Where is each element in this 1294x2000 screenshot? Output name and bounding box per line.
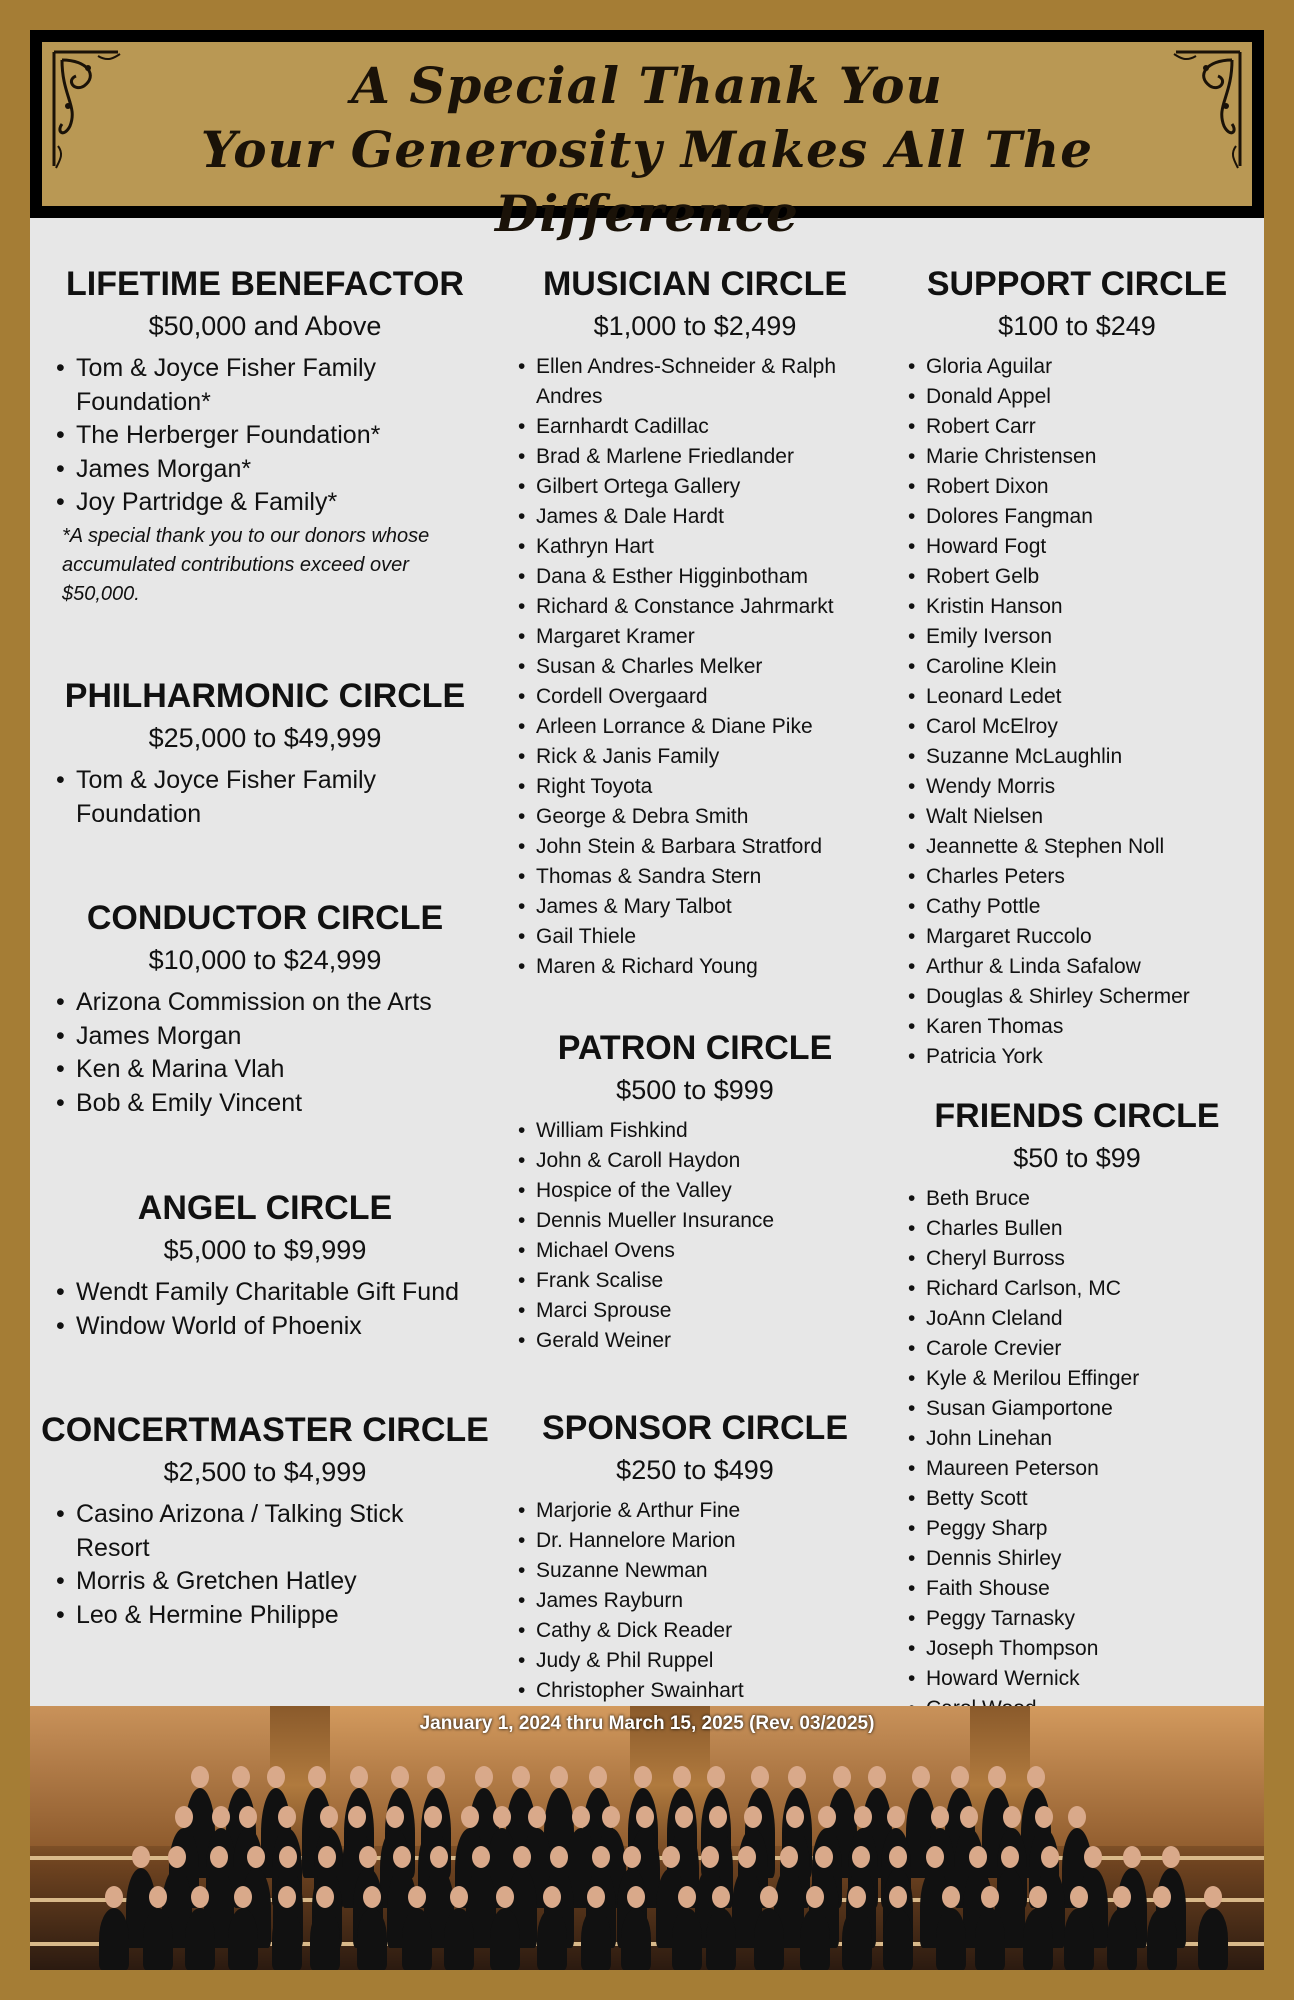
orchestra-member-face (815, 1846, 833, 1868)
orchestra-member-face (1070, 1886, 1088, 1908)
list-item: • Carol McElroy (890, 712, 1264, 742)
list-item: • Casino Arizona / Talking Stick Resort (30, 1498, 436, 1565)
list-item: • Dr. Hannelore Marion (500, 1526, 890, 1556)
list-item: • Arleen Lorrance & Diane Pike (500, 712, 890, 742)
orchestra-member-face (889, 1886, 907, 1908)
orchestra-member (185, 1908, 215, 1970)
orchestra-member (228, 1908, 258, 1970)
orchestra-member-face (359, 1846, 377, 1868)
orchestra-member-face (1162, 1846, 1180, 1868)
orchestra-member (581, 1908, 611, 1970)
list-item: • Emily Iverson (890, 622, 1264, 652)
list-item: • Tom & Joyce Fisher Family Foundation* (30, 352, 416, 419)
section-range: $250 to $499 (616, 1455, 774, 1485)
section-philharmonic-circle (30, 674, 500, 831)
list-item: • JoAnn Cleland (890, 1304, 1264, 1334)
orchestra-member-face (427, 1766, 445, 1788)
orchestra-member-face (210, 1846, 228, 1868)
orchestra-member (272, 1908, 302, 1970)
orchestra-member-face (320, 1806, 338, 1828)
orchestra-member (357, 1908, 387, 1970)
list-item: • Gilbert Ortega Gallery (500, 472, 890, 502)
orchestra-member-face (105, 1886, 123, 1908)
orchestra-member-face (1035, 1806, 1053, 1828)
list-item: • The Herberger Foundation* (30, 419, 500, 453)
list-item: • Dolores Fangman (890, 502, 1264, 532)
list-item: • Frank Scalise (500, 1266, 890, 1296)
orchestra-member-face (707, 1766, 725, 1788)
section-range: $10,000 to $24,999 (148, 945, 382, 975)
orchestra-member-face (496, 1886, 514, 1908)
list-item: • Douglas & Shirley Schermer (890, 982, 1264, 1012)
orchestra-member (883, 1908, 913, 1970)
orchestra-member-face (278, 1886, 296, 1908)
donor-list (30, 764, 500, 831)
orchestra-member-face (424, 1806, 442, 1828)
list-item: • Richard & Constance Jahrmarkt (500, 592, 890, 622)
donor-poster (30, 30, 1264, 1970)
list-item: • Susan Giamportone (890, 1394, 1264, 1424)
orchestra-member (754, 1908, 784, 1970)
header-banner (30, 30, 1264, 243)
orchestra-member-face (712, 1886, 730, 1908)
donor-note: *A special thank you to our donors whose accumulated contributions exceed over $50,000. (62, 524, 430, 605)
list-item: • Earnhardt Cadillac (500, 412, 890, 442)
orchestra-member-face (168, 1846, 186, 1868)
list-item: • Caroline Klein (890, 652, 1264, 682)
section-angel-circle (30, 1186, 500, 1343)
section-lifetime-benefactor (30, 262, 500, 609)
donor-list (30, 986, 500, 1120)
section-range: $100 to $249 (998, 311, 1156, 341)
donor-list (890, 352, 1264, 1072)
orchestra-member-face (868, 1766, 886, 1788)
orchestra-member-face (278, 1806, 296, 1828)
list-item: • James & Dale Hardt (500, 502, 890, 532)
list-item: • Peggy Sharp (890, 1514, 1264, 1544)
orchestra-member-face (833, 1766, 851, 1788)
section-range: $50 to $99 (1013, 1143, 1141, 1173)
list-item: • Brad & Marlene Friedlander (500, 442, 890, 472)
section-conductor-circle (30, 896, 500, 1120)
section-musician-circle (500, 262, 890, 982)
list-item: • Leonard Ledet (890, 682, 1264, 712)
section-title: PHILHARMONIC CIRCLE (64, 677, 466, 715)
orchestra-member-face (951, 1766, 969, 1788)
orchestra-member-face (678, 1886, 696, 1908)
orchestra-member-face (1003, 1806, 1021, 1828)
list-item: • Marie Christensen (890, 442, 1264, 472)
section-concertmaster-circle (30, 1408, 500, 1632)
section-title: SPONSOR CIRCLE (541, 1409, 849, 1447)
orchestra-member-face (627, 1886, 645, 1908)
orchestra-member-face (149, 1886, 167, 1908)
section-title: FRIENDS CIRCLE (934, 1097, 1220, 1135)
orchestra-member-face (348, 1806, 366, 1828)
list-item: • Joseph Thompson (890, 1634, 1264, 1664)
orchestra-member-face (493, 1806, 511, 1828)
orchestra-member-face (247, 1846, 265, 1868)
list-item: • George & Debra Smith (500, 802, 890, 832)
list-item: • William Fishkind (500, 1116, 890, 1146)
list-item: • Window World of Phoenix (30, 1310, 500, 1344)
list-item: • Peggy Tarnasky (890, 1604, 1264, 1634)
orchestra-member (706, 1908, 736, 1970)
donor-list (890, 1184, 1264, 1724)
orchestra-member-face (1113, 1886, 1131, 1908)
orchestra-member (800, 1908, 830, 1970)
orchestra-member-face (212, 1806, 230, 1828)
orchestra-member (1198, 1908, 1228, 1970)
orchestra-member-face (475, 1766, 493, 1788)
list-item: • John & Caroll Haydon (500, 1146, 890, 1176)
section-range: $2,500 to $4,999 (163, 1457, 367, 1487)
orchestra-member-face (408, 1886, 426, 1908)
orchestra-member (842, 1908, 872, 1970)
date-range-caption: January 1, 2024 thru March 15, 2025 (Rev. 03/2025) (419, 1713, 875, 1734)
orchestra-member-face (308, 1766, 326, 1788)
list-item: • Maureen Peterson (890, 1454, 1264, 1484)
list-item: • Tom & Joyce Fisher Family Foundation (30, 764, 416, 831)
list-item: • Karen Thomas (890, 1012, 1264, 1042)
orchestra-member (310, 1908, 340, 1970)
orchestra-member-face (760, 1886, 778, 1908)
orchestra-member (621, 1908, 651, 1970)
list-item: • James Morgan (30, 1020, 500, 1054)
section-title: CONCERTMASTER CIRCLE (41, 1411, 489, 1449)
orchestra-member-face (1041, 1846, 1059, 1868)
list-item: • Patricia York (890, 1042, 1264, 1072)
section-title: MUSICIAN CIRCLE (542, 265, 848, 303)
list-item: • Robert Carr (890, 412, 1264, 442)
list-item: • Marci Sprouse (500, 1296, 890, 1326)
orchestra-member-face (589, 1766, 607, 1788)
orchestra-member-face (1084, 1846, 1102, 1868)
list-item: • Carole Crevier (890, 1334, 1264, 1364)
list-item: • Jeannette & Stephen Noll (890, 832, 1264, 862)
header-gold-panel (42, 42, 1252, 243)
list-item: • Gloria Aguilar (890, 352, 1264, 382)
list-item: • Leo & Hermine Philippe (30, 1599, 500, 1633)
orchestra-member (672, 1908, 702, 1970)
list-item: • Howard Wernick (890, 1664, 1264, 1694)
orchestra-member (1064, 1908, 1094, 1970)
list-item: • Beth Bruce (890, 1184, 1264, 1214)
orchestra-member-face (981, 1886, 999, 1908)
section-title: ANGEL CIRCLE (137, 1189, 393, 1227)
list-item: • Cathy & Dick Reader (500, 1616, 890, 1646)
orchestra-member (1147, 1908, 1177, 1970)
orchestra-member (143, 1908, 173, 1970)
list-item: • Morris & Gretchen Hatley (30, 1565, 500, 1599)
list-item: • Joy Partridge & Family* (30, 486, 500, 520)
section-friends-circle (890, 1094, 1264, 1724)
header-title-line-1: A Special Thank You (351, 56, 943, 115)
section-title: CONDUCTOR CIRCLE (86, 899, 444, 937)
list-item: • Michael Ovens (500, 1236, 890, 1266)
orchestra-member-face (960, 1806, 978, 1828)
section-title: PATRON CIRCLE (557, 1029, 833, 1067)
list-item: • Arthur & Linda Safalow (890, 952, 1264, 982)
orchestra-member-face (744, 1806, 762, 1828)
list-item: • Dana & Esther Higginbotham (500, 562, 890, 592)
orchestra-member-face (572, 1806, 590, 1828)
list-item: • Robert Gelb (890, 562, 1264, 592)
section-title: LIFETIME BENEFACTOR (66, 265, 464, 303)
list-item: • Charles Peters (890, 862, 1264, 892)
list-item: • Thomas & Sandra Stern (500, 862, 890, 892)
section-title: SUPPORT CIRCLE (926, 265, 1228, 303)
section-range: $50,000 and Above (148, 311, 382, 341)
orchestra-member-face (1204, 1886, 1222, 1908)
header-title-line-2: Your Generosity Makes All The Difference (200, 120, 1094, 243)
list-item: • John Linehan (890, 1424, 1264, 1454)
orchestra-member-face (512, 1766, 530, 1788)
donor-list (30, 1276, 500, 1343)
list-item: • James Rayburn (500, 1586, 890, 1616)
list-item: • James Morgan* (30, 453, 500, 487)
list-item: • Howard Fogt (890, 532, 1264, 562)
list-item: • Arizona Commission on the Arts (30, 986, 500, 1020)
list-item: • James & Mary Talbot (500, 892, 890, 922)
list-item: • Marjorie & Arthur Fine (500, 1496, 890, 1526)
orchestra-member-face (887, 1806, 905, 1828)
orchestra-member-face (232, 1766, 250, 1788)
list-item: • Donald Appel (890, 382, 1264, 412)
orchestra-member-face (528, 1806, 546, 1828)
list-item: • Susan & Charles Melker (500, 652, 890, 682)
orchestra-member-face (634, 1766, 652, 1788)
orchestra-member-face (701, 1846, 719, 1868)
list-item: • Right Toyota (500, 772, 890, 802)
orchestra-member-face (132, 1846, 150, 1868)
orchestra-member-face (673, 1766, 691, 1788)
orchestra-member-face (267, 1766, 285, 1788)
orchestra-member (1107, 1908, 1137, 1970)
list-item: • Gail Thiele (500, 922, 890, 952)
orchestra-member-face (751, 1766, 769, 1788)
donor-list (500, 352, 890, 982)
section-range: $25,000 to $49,999 (148, 723, 382, 753)
orchestra-member-face (806, 1886, 824, 1908)
list-item: • Kristin Hanson (890, 592, 1264, 622)
list-item: • Ellen Andres-Schneider & Ralph Andres (500, 352, 836, 412)
section-range: $5,000 to $9,999 (163, 1235, 367, 1265)
list-item: • Robert Dixon (890, 472, 1264, 502)
list-item: • Suzanne McLaughlin (890, 742, 1264, 772)
orchestra-member (537, 1908, 567, 1970)
list-item: • Kyle & Merilou Effinger (890, 1364, 1264, 1394)
orchestra-member-face (912, 1766, 930, 1788)
orchestra-member (1023, 1908, 1053, 1970)
list-item: • Margaret Kramer (500, 622, 890, 652)
orchestra-member-face (513, 1846, 531, 1868)
list-item: • Cheryl Burross (890, 1244, 1264, 1274)
section-sponsor-circle (500, 1406, 890, 1706)
orchestra-member (402, 1908, 432, 1970)
orchestra-member-face (786, 1806, 804, 1828)
orchestra-member (99, 1908, 129, 1970)
list-item: • Ken & Marina Vlah (30, 1053, 500, 1087)
donor-list (500, 1116, 890, 1356)
orchestra-member-face (393, 1846, 411, 1868)
list-item: • Bob & Emily Vincent (30, 1087, 500, 1121)
list-item: • John Stein & Barbara Stratford (500, 832, 890, 862)
list-item: • Gerald Weiner (500, 1326, 890, 1356)
list-item: • Walt Nielsen (890, 802, 1264, 832)
orchestra-member-face (391, 1766, 409, 1788)
orchestra-member-face (1027, 1766, 1045, 1788)
orchestra-member-face (191, 1766, 209, 1788)
orchestra-member (936, 1908, 966, 1970)
orchestra-member-face (543, 1886, 561, 1908)
orchestra-member-face (889, 1846, 907, 1868)
list-item: • Judy & Phil Ruppel (500, 1646, 890, 1676)
list-item: • Maren & Richard Young (500, 952, 890, 982)
list-item: • Richard Carlson, MC (890, 1274, 1264, 1304)
list-item: • Rick & Janis Family (500, 742, 890, 772)
orchestra-member-face (818, 1806, 836, 1828)
list-item: • Kathryn Hart (500, 532, 890, 562)
orchestra-member-face (854, 1806, 872, 1828)
list-item: • Cordell Overgaard (500, 682, 890, 712)
orchestra-member-face (550, 1766, 568, 1788)
list-item: • Wendy Morris (890, 772, 1264, 802)
section-range: $500 to $999 (616, 1075, 774, 1105)
orchestra-member (490, 1908, 520, 1970)
list-item: • Margaret Ruccolo (890, 922, 1264, 952)
list-item: • Cathy Pottle (890, 892, 1264, 922)
section-support-circle (890, 262, 1264, 1072)
section-patron-circle (500, 1026, 890, 1356)
orchestra-member-face (461, 1806, 479, 1828)
list-item: • Dennis Mueller Insurance (500, 1206, 890, 1236)
section-range: $1,000 to $2,499 (593, 311, 797, 341)
orchestra-member-face (592, 1846, 610, 1868)
orchestra-member (975, 1908, 1005, 1970)
list-item: • Betty Scott (890, 1484, 1264, 1514)
list-item: • Faith Shouse (890, 1574, 1264, 1604)
donor-list (500, 1496, 890, 1706)
donor-list (30, 1498, 500, 1632)
orchestra-member-face (472, 1846, 490, 1868)
orchestra-member (444, 1908, 474, 1970)
list-item: • Wendt Family Charitable Gift Fund (30, 1276, 500, 1310)
list-item: • Dennis Shirley (890, 1544, 1264, 1574)
list-item: • Christopher Swainhart (500, 1676, 890, 1706)
orchestra-member-face (1029, 1886, 1047, 1908)
list-item: • Charles Bullen (890, 1214, 1264, 1244)
donor-list (30, 352, 500, 520)
list-item: • Hospice of the Valley (500, 1176, 890, 1206)
orchestra-member-face (988, 1766, 1006, 1788)
orchestra-member-face (942, 1886, 960, 1908)
list-item: • Suzanne Newman (500, 1556, 890, 1586)
orchestra-photo (30, 1706, 1264, 1970)
orchestra-member-face (1123, 1846, 1141, 1868)
